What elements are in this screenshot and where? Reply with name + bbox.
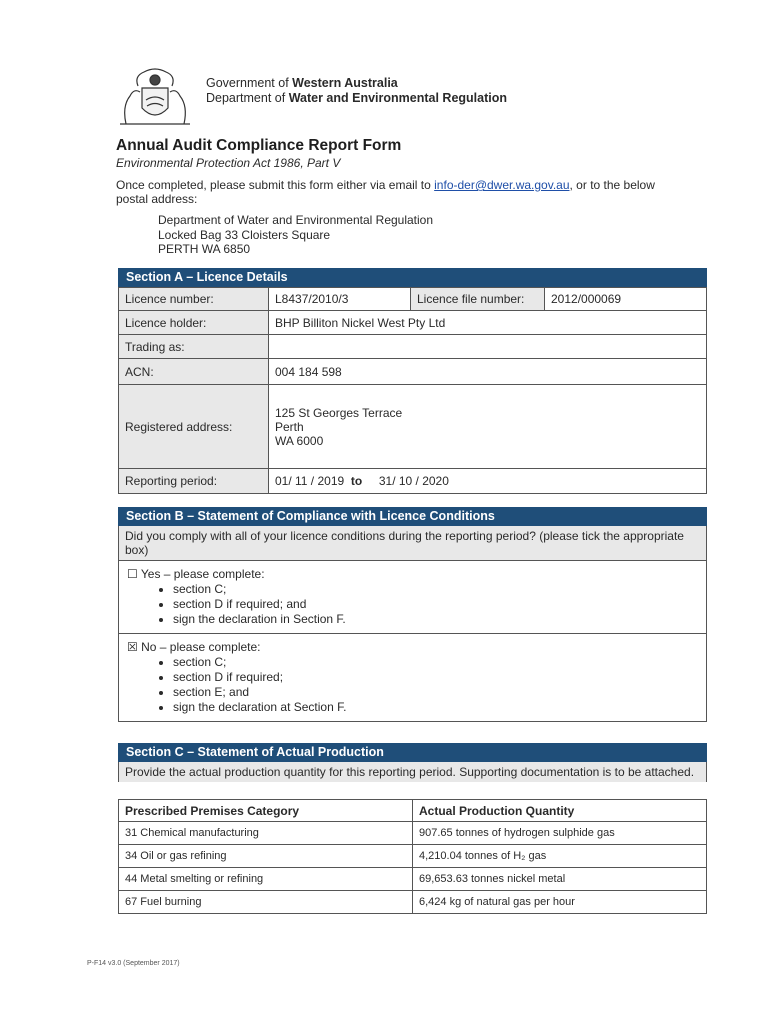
wa-coat-of-arms-logo [116, 66, 194, 128]
letterhead [116, 66, 676, 128]
option-no [119, 633, 706, 721]
registered-address-label: Registered address: [119, 385, 269, 469]
reporting-period-label: Reporting period: [119, 469, 269, 494]
no-label: No – please complete: [141, 640, 261, 654]
table-row [119, 891, 707, 914]
quantity-cell: 907.65 tonnes of hydrogen sulphide gas [413, 822, 707, 845]
compliance-statement [118, 526, 707, 722]
submission-instructions: Once completed, please submit this form either via email to info-der@dwer.wa.gov.au, or to the below postal address: [116, 178, 655, 206]
list-item: • section D if required; [173, 670, 698, 685]
table-row [119, 822, 707, 845]
section-a-heading: Section A – Licence Details [118, 268, 707, 287]
form-title: Annual Audit Compliance Report Form [116, 137, 402, 154]
category-cell: 44 Metal smelting or refining [119, 868, 413, 891]
category-cell: 34 Oil or gas refining [119, 845, 413, 868]
section-c-heading: Section C – Statement of Actual Production [118, 743, 707, 762]
email-link[interactable]: info-der@dwer.wa.gov.au [434, 178, 570, 192]
licence-holder-label: Licence holder: [119, 311, 269, 335]
licence-number-label: Licence number: [119, 288, 269, 311]
form-subtitle: Environmental Protection Act 1986, Part V [116, 156, 341, 170]
list-item: • section C; [173, 582, 698, 597]
list-item: • section C; [173, 655, 698, 670]
quantity-cell: 4,210.04 tonnes of H₂ gas [413, 845, 707, 868]
no-checkbox[interactable]: ☒ [127, 640, 138, 654]
table-row [119, 868, 707, 891]
licence-file-label: Licence file number: [411, 288, 545, 311]
reporting-period-value: 01/ 11 / 2019 to 31/ 10 / 2020 [269, 469, 707, 494]
compliance-question: Did you comply with all of your licence conditions during the reporting period? (please tick the appropriate box) [119, 526, 706, 561]
quantity-header: Actual Production Quantity [413, 800, 707, 822]
yes-label: Yes – please complete: [140, 567, 265, 581]
list-item: • sign the declaration in Section F. [173, 612, 698, 627]
yes-checkbox[interactable]: ☐ [127, 567, 138, 581]
trading-as-label: Trading as: [119, 335, 269, 359]
postal-address: Department of Water and Environmental Regulation Locked Bag 33 Cloisters Square PERTH WA 6850 [158, 213, 434, 256]
category-cell: 67 Fuel burning [119, 891, 413, 914]
category-header: Prescribed Premises Category [119, 800, 413, 822]
list-item: • section E; and [173, 685, 698, 700]
quantity-cell: 6,424 kg of natural gas per hour [413, 891, 707, 914]
acn-value: 004 184 598 [269, 359, 707, 385]
form-version-footer: P-F14 v3.0 (September 2017) [87, 960, 180, 967]
licence-file-value: 2012/000069 [545, 288, 707, 311]
category-cell: 31 Chemical manufacturing [119, 822, 413, 845]
list-item: • section D if required; and [173, 597, 698, 612]
option-yes [119, 561, 706, 633]
licence-details-table [118, 287, 707, 494]
acn-label: ACN: [119, 359, 269, 385]
table-row [119, 845, 707, 868]
section-b-heading: Section B – Statement of Compliance with Licence Conditions [118, 507, 707, 526]
production-table [118, 799, 707, 914]
registered-address-value: 125 St Georges Terrace Perth WA 6000 [269, 385, 707, 469]
agency-name: Government of Western Australia Department of Water and Environmental Regulation [206, 76, 507, 105]
licence-holder-value: BHP Billiton Nickel West Pty Ltd [269, 311, 707, 335]
quantity-cell: 69,653.63 tonnes nickel metal [413, 868, 707, 891]
production-instructions: Provide the actual production quantity for this reporting period. Supporting documentation is to be attached. [118, 762, 707, 782]
list-item: • sign the declaration at Section F. [173, 700, 698, 715]
licence-number-value: L8437/2010/3 [269, 288, 411, 311]
trading-as-value [269, 335, 707, 359]
